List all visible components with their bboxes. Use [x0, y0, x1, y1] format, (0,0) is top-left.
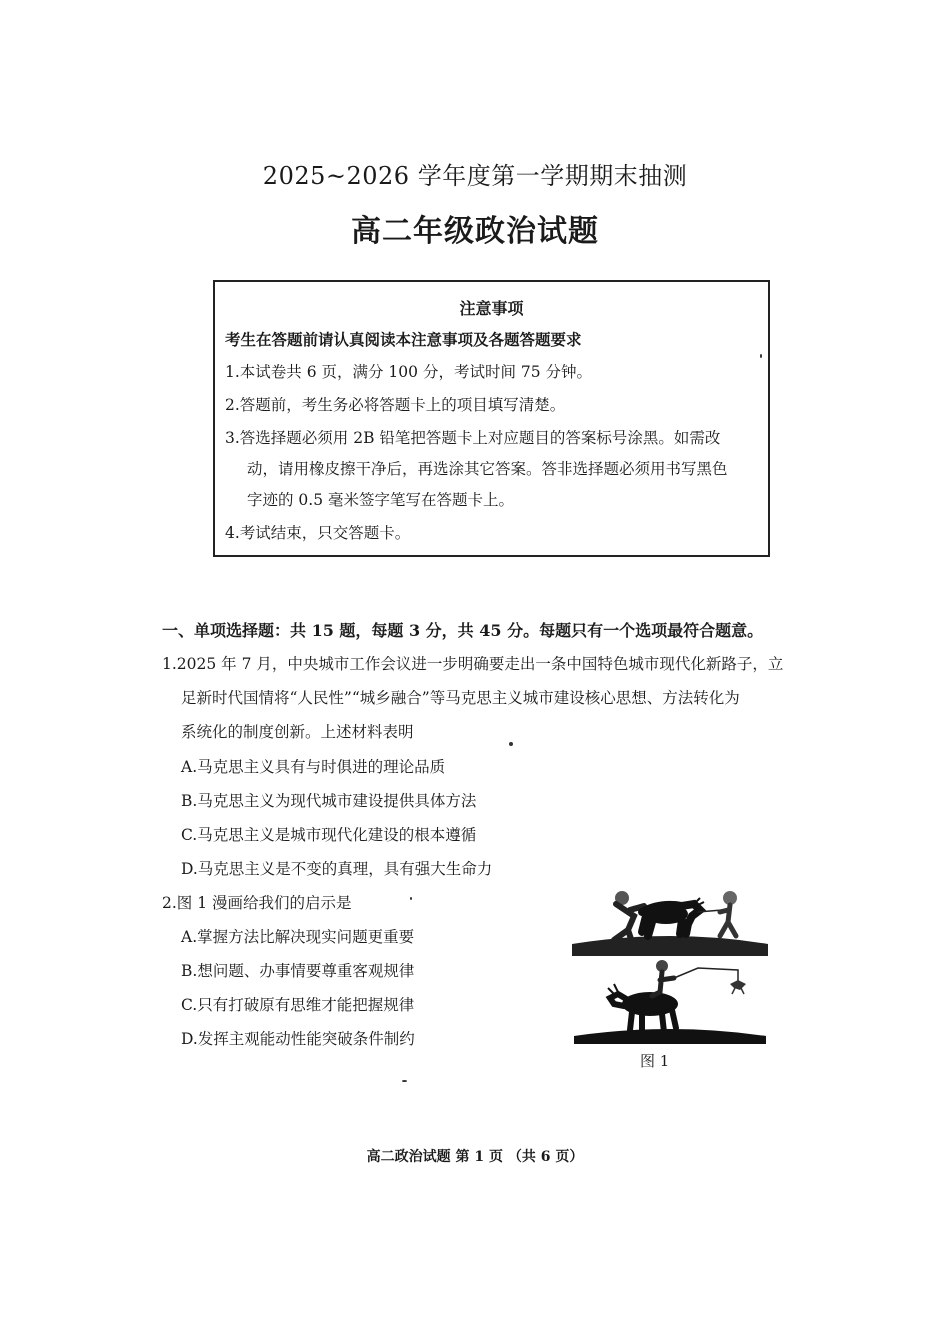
question-1-option-a[interactable]: A.马克思主义具有与时俱进的理论品质 — [181, 758, 446, 776]
question-1-option-b[interactable]: B.马克思主义为现代城市建设提供具体方法 — [181, 792, 477, 810]
notice-item: 2.答题前，考生务必将答题卡上的项目填写清楚。 — [225, 396, 566, 414]
stick-icon — [674, 968, 738, 984]
ground-top-icon — [572, 936, 768, 956]
question-2-option-b[interactable]: B.想问题、办事情要尊重客观规律 — [181, 962, 415, 980]
scan-speck — [760, 354, 762, 358]
question-2-option-a[interactable]: A.掌握方法比解决现实问题更重要 — [181, 928, 415, 946]
notice-item: 1.本试卷共 6 页，满分 100 分，考试时间 75 分钟。 — [225, 363, 593, 381]
page-footer: 高二政治试题 第 1 页 （共 6 页） — [366, 1149, 584, 1165]
question-1-option-c[interactable]: C.马克思主义是城市现代化建设的根本遵循 — [181, 826, 477, 844]
question-1-stem: 1.2025 年 7 月，中央城市工作会议进一步明确要走出一条中国特色城市现代化新路子，立 — [162, 655, 784, 673]
question-1-stem: 足新时代国情将“人民性”“城乡融合”等马克思主义城市建设核心思想、方法转化为 — [181, 689, 740, 707]
notice-item: 4.考试结束，只交答题卡。 — [225, 524, 411, 542]
section-heading: 一、单项选择题：共 15 题，每题 3 分，共 45 分。每题只有一个选项最符合题意。 — [162, 621, 764, 640]
question-1-option-d[interactable]: D.马克思主义是不变的真理，具有强大生命力 — [181, 860, 493, 878]
notice-item: 3.答选择题必须用 2B 铅笔把答题卡上对应题目的答案标号涂黑。如需改 — [225, 429, 721, 447]
question-2-option-d[interactable]: D.发挥主观能动性能突破条件制约 — [181, 1030, 415, 1048]
scan-speck — [509, 742, 513, 746]
notice-box — [213, 280, 770, 557]
exam-subject-title: 高二年级政治试题 — [351, 214, 599, 249]
cartoon-illustration — [570, 876, 770, 1048]
question-2-stem: 2.图 1 漫画给我们的启示是 — [162, 894, 352, 912]
notice-item-continued: 动，请用橡皮擦干净后，再选涂其它答案。答非选择题必须用书写黑色 — [247, 460, 728, 478]
notice-subtitle: 考生在答题前请认真阅读本注意事项及各题答题要求 — [225, 330, 582, 349]
notice-item-continued: 字迹的 0.5 毫米签字笔写在答题卡上。 — [247, 491, 515, 509]
exam-period-title: 2025~2026 学年度第一学期期末抽测 — [262, 162, 688, 190]
cartoon-figure — [570, 876, 770, 1048]
question-2-option-c[interactable]: C.只有打破原有思维才能把握规律 — [181, 996, 415, 1014]
question-1-stem: 系统化的制度创新。上述材料表明 — [181, 723, 414, 741]
ground-bottom-icon — [574, 1029, 766, 1044]
scan-speck — [410, 897, 412, 900]
scan-speck — [402, 1080, 407, 1082]
figure-caption: 图 1 — [640, 1052, 670, 1070]
grass-bundle-icon — [730, 980, 746, 990]
notice-title: 注意事项 — [459, 299, 524, 318]
